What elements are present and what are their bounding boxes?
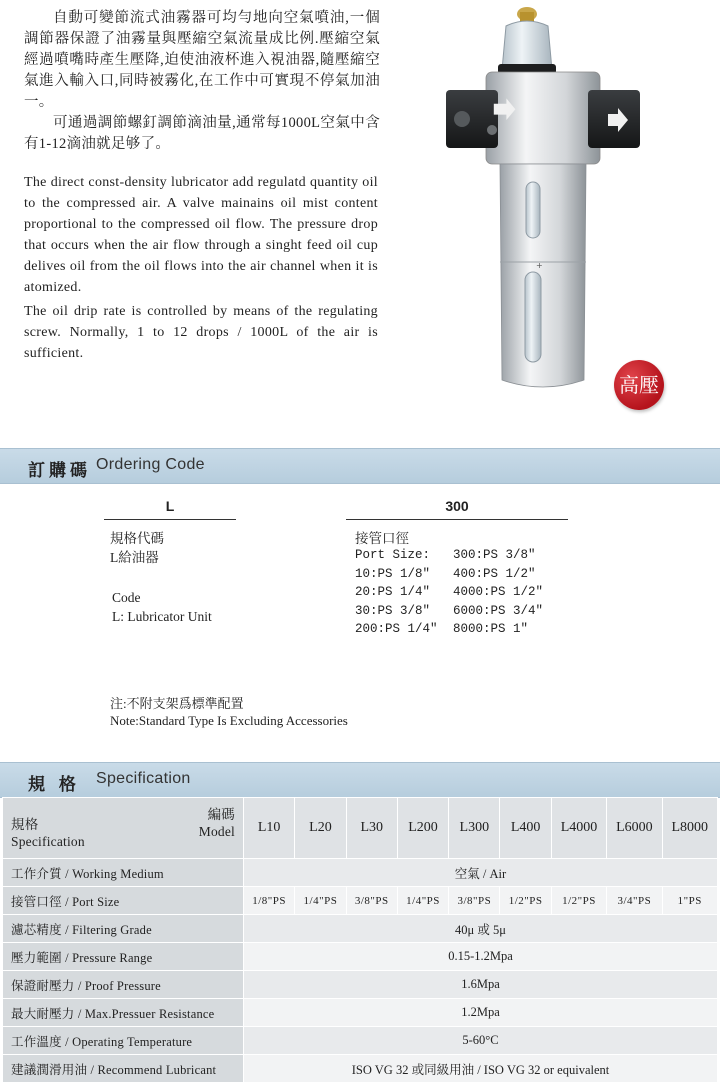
row-label: 保證耐壓力 / Proof Pressure bbox=[3, 971, 244, 999]
row-label: 建議潤滑用油 / Recommend Lubricant bbox=[3, 1055, 244, 1083]
table-corner-cell: 編碼 Model 規格 Specification bbox=[3, 798, 244, 859]
intro-english bbox=[24, 172, 378, 366]
port-title-zh: 接管口徑 bbox=[355, 531, 409, 546]
table-row bbox=[3, 1055, 718, 1083]
accessory-note-zh: 注:不附支架爲標準配置 bbox=[110, 696, 244, 711]
port-value: 1/2"PS bbox=[551, 887, 606, 915]
table-row bbox=[3, 999, 718, 1027]
model-desc-zh: L給油器 bbox=[110, 550, 159, 565]
model-code-block bbox=[110, 529, 164, 567]
row-value: 空氣 / Air bbox=[244, 859, 718, 887]
high-pressure-badge: 高壓 bbox=[614, 360, 664, 410]
model-header: L30 bbox=[346, 798, 397, 859]
table-row bbox=[3, 1027, 718, 1055]
port-row: 200:PS 1/4" 8000:PS 1" bbox=[355, 622, 529, 636]
model-code-en-block bbox=[112, 588, 212, 626]
row-label: 接管口徑 / Port Size bbox=[3, 887, 244, 915]
ordering-code-title-en: Ordering Code bbox=[96, 456, 205, 473]
specification-table bbox=[2, 797, 718, 1083]
specification-title-en: Specification bbox=[96, 770, 191, 787]
table-row bbox=[3, 859, 718, 887]
port-value: 3/4"PS bbox=[607, 887, 662, 915]
lubricator-product-image bbox=[440, 0, 670, 420]
row-label: 最大耐壓力 / Max.Pressuer Resistance bbox=[3, 999, 244, 1027]
intro-chinese bbox=[24, 8, 380, 155]
model-header: L400 bbox=[500, 798, 551, 859]
row-label: 壓力範圍 / Pressure Range bbox=[3, 943, 244, 971]
intro-en-paragraph-1: The direct const-density lubricator add regulatd quantity oil to the compressed air. A valve mainains oil mist content proportional to the compressed oil flow. The pressure drop that occurs when the air flow through a singht feed oil cup delives oil from the oil flows into the air channel when it is atomized. bbox=[24, 175, 378, 295]
row-value: 1.6Mpa bbox=[244, 971, 718, 999]
row-value: ISO VG 32 或同級用油 / ISO VG 32 or equivalent bbox=[244, 1055, 718, 1083]
code-letter: L bbox=[165, 498, 175, 514]
port-value: 1"PS bbox=[662, 887, 717, 915]
table-row bbox=[3, 943, 718, 971]
row-value: 1.2Mpa bbox=[244, 999, 718, 1027]
model-header: L10 bbox=[244, 798, 295, 859]
model-header: L200 bbox=[397, 798, 448, 859]
port-value: 1/4"PS bbox=[397, 887, 448, 915]
specification-header bbox=[0, 762, 720, 798]
port-row: 20:PS 1/4" 4000:PS 1/2" bbox=[355, 585, 544, 599]
port-size-table bbox=[355, 546, 543, 639]
port-value: 1/2"PS bbox=[500, 887, 551, 915]
table-header-row bbox=[3, 798, 718, 859]
model-header: L20 bbox=[295, 798, 346, 859]
table-row bbox=[3, 971, 718, 999]
port-value: 1/4"PS bbox=[295, 887, 346, 915]
port-row: 30:PS 3/8" 6000:PS 3/4" bbox=[355, 603, 544, 618]
accessory-note-en: Note:Standard Type Is Excluding Accessories bbox=[110, 713, 348, 728]
model-code-desc: L: Lubricator Unit bbox=[112, 609, 212, 624]
ordering-code-header bbox=[0, 448, 720, 484]
port-row: Port Size: 300:PS 3/8" bbox=[355, 548, 536, 562]
model-title-zh: 規格代碼 bbox=[110, 531, 164, 546]
row-label: 工作介質 / Working Medium bbox=[3, 859, 244, 887]
port-row: 10:PS 1/8" 400:PS 1/2" bbox=[355, 566, 536, 581]
row-value: 40μ 或 5μ bbox=[244, 915, 718, 943]
model-header: L4000 bbox=[551, 798, 606, 859]
port-value: 3/8"PS bbox=[449, 887, 500, 915]
svg-text:+: + bbox=[536, 261, 543, 270]
model-header: L300 bbox=[449, 798, 500, 859]
intro-zh-paragraph-1: 自動可變節流式油霧器可均勻地向空氣噴油,一個調節器保證了油霧量與壓縮空氣流量成比例.壓縮空氣經過噴嘴時產生壓降,迫使油液杯進入視油器,隨壓縮空氣進入輸入口,同時被霧化,在工作中可實現不停氣加油一。 bbox=[24, 10, 380, 110]
code-letter-underline bbox=[104, 519, 236, 520]
row-label: 工作溫度 / Operating Temperature bbox=[3, 1027, 244, 1055]
intro-zh-paragraph-2: 可通過調節螺釘調節滴油量,通常每1000L空氣中含有1-12滴油就足够了。 bbox=[24, 115, 380, 152]
model-header: L6000 bbox=[607, 798, 662, 859]
model-header: L8000 bbox=[662, 798, 717, 859]
row-value: 5-60°C bbox=[244, 1027, 718, 1055]
row-value: 0.15-1.2Mpa bbox=[244, 943, 718, 971]
ordering-code-title-zh: 訂購碼 bbox=[28, 461, 91, 481]
model-code-label: Code bbox=[112, 590, 141, 605]
port-value: 1/8"PS bbox=[244, 887, 295, 915]
table-row bbox=[3, 915, 718, 943]
specification-title-zh: 規 格 bbox=[28, 775, 80, 795]
code-size: 300 bbox=[445, 498, 469, 514]
port-value: 3/8"PS bbox=[346, 887, 397, 915]
row-label: 濾芯精度 / Filtering Grade bbox=[3, 915, 244, 943]
table-row bbox=[3, 887, 718, 915]
code-size-underline bbox=[346, 519, 568, 520]
intro-en-paragraph-2: The oil drip rate is controlled by means of the regulating screw. Normally, 1 to 12 drops / 1000L of the air is sufficient. bbox=[24, 304, 378, 361]
